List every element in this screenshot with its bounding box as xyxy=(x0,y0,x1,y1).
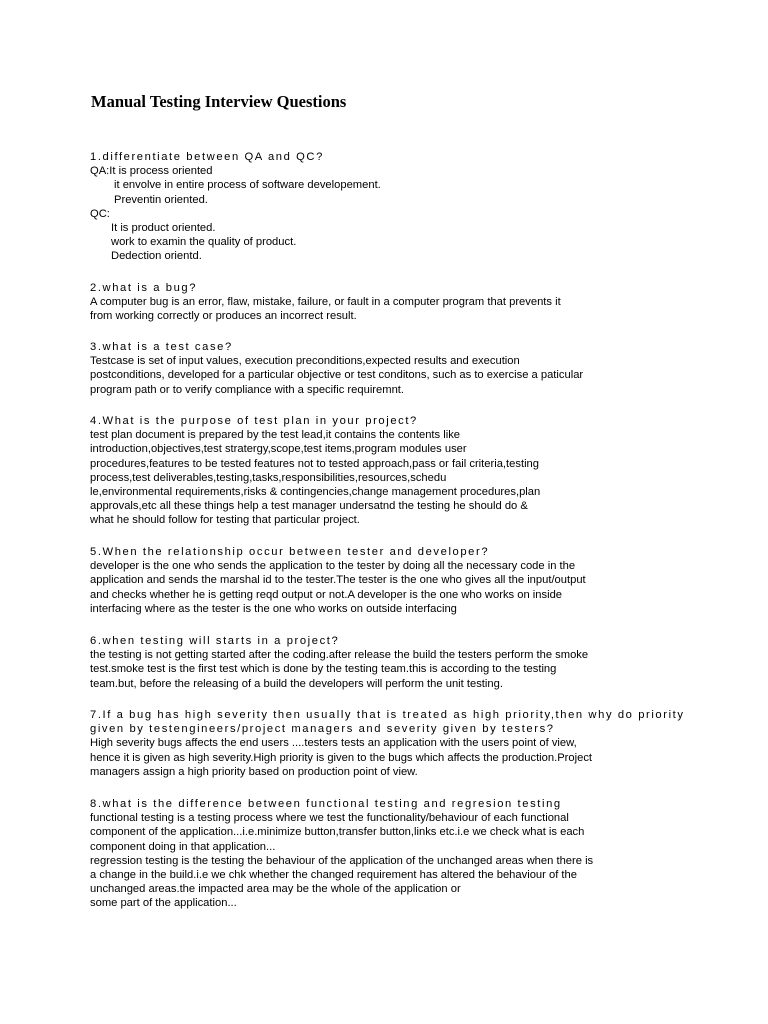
question-heading: given by testengineers/project managers and severity given by testers? xyxy=(90,723,555,736)
answer-line: test plan document is prepared by the test lead,it contains the contents like xyxy=(90,429,461,442)
question-heading: 5.When the relationship occur between tester and developer? xyxy=(90,546,490,558)
answer-line: A computer bug is an error, flaw, mistake, failure, or fault in a computer program that prevents it xyxy=(90,296,561,309)
answer-line: application and sends the marshal id to the tester.The tester is the one who gives all the input/output xyxy=(90,574,586,587)
section-functional-vs-regression xyxy=(90,797,690,911)
question-heading: 7.If a bug has high severity then usually that is treated as high priority,then why do priority xyxy=(90,709,685,721)
question-heading: 3.what is a test case? xyxy=(90,341,233,353)
question-heading: 8.what is the difference between functional testing and regresion testing xyxy=(90,798,562,810)
answer-line: introduction,objectives,test stratergy,scope,test items,program modules user xyxy=(90,443,467,456)
question-heading: 6.when testing will starts in a project? xyxy=(90,635,340,647)
answer-line: unchanged areas.the impacted area may be the whole of the application or xyxy=(90,883,461,896)
question-heading: 2.what is a bug? xyxy=(90,282,198,294)
answer-line: some part of the application... xyxy=(90,897,237,910)
question-heading: 4.What is the purpose of test plan in your project? xyxy=(90,415,418,427)
answer-line: QC: xyxy=(90,207,110,220)
answer-line: interfacing where as the tester is the one who works on outside interfacing xyxy=(90,602,457,615)
answer-line: Preventin oriented. xyxy=(114,193,208,206)
section-testing-start xyxy=(90,634,690,691)
answer-line: Dedection orientd. xyxy=(111,250,202,263)
question-heading: 1.differentiate between QA and QC? xyxy=(90,151,324,163)
answer-line: le,environmental requirements,risks & contingencies,change management procedures,plan xyxy=(90,485,541,498)
answer-line: functional testing is a testing process where we test the functionality/behaviour of each functional xyxy=(90,812,569,825)
answer-line: program path or to verify compliance with a specific requiremnt. xyxy=(90,383,405,396)
answer-line: from working correctly or produces an incorrect result. xyxy=(90,310,357,323)
answer-line: It is product oriented. xyxy=(111,221,216,234)
answer-line: it envolve in entire process of software developement. xyxy=(114,179,381,192)
answer-line: procedures,features to be tested features not to tested approach,pass or fail criteria,testing xyxy=(90,457,540,470)
document-title: Manual Testing Interview Questions xyxy=(91,92,347,111)
answer-line: test.smoke test is the first test which is done by the testing team.this is according to the testing xyxy=(90,663,557,676)
answer-line: QA:It is process oriented xyxy=(90,165,213,178)
answer-line: a change in the build.i.e we chk whether the changed requirement has altered the behaviour of the xyxy=(90,868,577,881)
answer-line: regression testing is the testing the behaviour of the application of the unchanged areas when there is xyxy=(90,854,594,867)
answer-line: component doing in that application... xyxy=(90,840,276,853)
answer-line: and checks whether he is getting reqd output or not.A developer is the one who works on inside xyxy=(90,588,563,601)
answer-line: postconditions, developed for a particular objective or test conditons, such as to exercise a paticular xyxy=(90,369,584,382)
section-test-case xyxy=(90,340,690,397)
answer-line: Testcase is set of input values, execution preconditions,expected results and execution xyxy=(90,355,520,368)
answer-line: managers assign a high priority based on production point of view. xyxy=(90,765,418,778)
section-tester-developer xyxy=(90,545,690,616)
section-what-is-bug xyxy=(90,281,690,324)
answer-line: component of the application...i.e.minimize button,transfer button,links etc.i.e we check what is each xyxy=(90,826,585,839)
answer-line: High severity bugs affects the end users ....testers tests an application with the users point of view, xyxy=(90,737,577,750)
section-severity-priority xyxy=(90,708,690,779)
answer-line: what he should follow for testing that particular project. xyxy=(90,514,360,527)
answer-line: hence it is given as high severity.High priority is given to the bugs which affects the production.Project xyxy=(90,751,593,764)
answer-line: process,test deliverables,testing,tasks,responsibilities,resources,schedu xyxy=(90,471,447,484)
answer-line: team.but, before the releasing of a build the developers will perform the unit testing. xyxy=(90,677,503,690)
answer-line: the testing is not getting started after the coding.after release the build the testers perform the smoke xyxy=(90,649,589,662)
answer-line: developer is the one who sends the application to the tester by doing all the necessary code in the xyxy=(90,560,576,573)
answer-line: approvals,etc all these things help a test manager undersatnd the testing he should do & xyxy=(90,500,528,513)
section-test-plan xyxy=(90,414,690,528)
answer-line: work to examin the quality of product. xyxy=(111,236,297,249)
section-qa-vs-qc xyxy=(90,150,690,264)
